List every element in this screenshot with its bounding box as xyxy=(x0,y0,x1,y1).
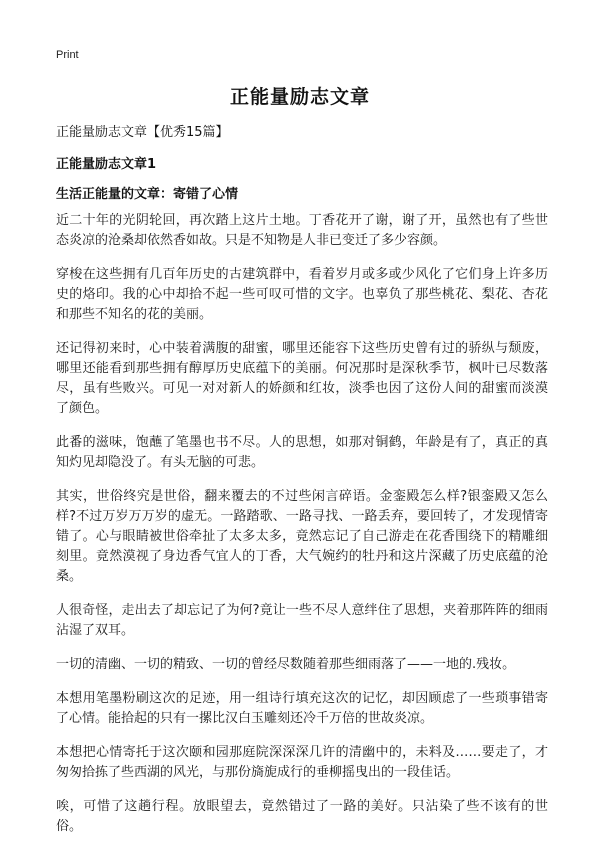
paragraph-9: 本想把心情寄托于这次颐和园那庭院深深深几许的清幽中的，未料及……要走了，才匆匆拾拣了些西湖的风光，与那份旖旎成行的垂柳摇曳出的一段佳话。 xyxy=(56,745,548,780)
article-subheading: 生活正能量的文章：寄错了心情 xyxy=(56,187,239,202)
paragraph-5: 其实，世俗终究是世俗，翻来覆去的不过些闲言碎语。金銮殿怎么样?银銮殿又怎么样?不过万岁万万岁的虚无。一路踏歌、一路寻找、一路丢弃，要回转了，才发现情寄错了。心与眼睛被世俗牵扯了太多太多，竟然忘记了自己游走在花香围绕下的精雕细刻里。竟然漠视了身边香气宜人的丁香，大气婉约的牡丹和这片深藏了历史底蕴的沧桑。 xyxy=(56,489,548,584)
paragraph-3: 还记得初来时，心中装着满腹的甜蜜，哪里还能容下这些历史曾有过的骄纵与颓废，哪里还能看到那些拥有醇厚历史底蕴下的美丽。何况那时是深秋季节，枫叶已尽数落尽，虽有些败兴。可见一对对新人的娇颜和红妆，淡季也因了这份人间的甜蜜而淡漠了颜色。 xyxy=(56,341,548,416)
paragraph-7: 一切的清幽、一切的精致、一切的曾经尽数随着那些细雨落了——一地的.残妆。 xyxy=(56,657,516,672)
article-heading: 正能量励志文章1 xyxy=(56,157,157,172)
paragraph-1: 近二十年的光阴轮回，再次踏上这片土地。丁香花开了谢，谢了开，虽然也有了些世态炎凉的沧桑却依然香如故。只是不知物是人非已变迁了多少容颜。 xyxy=(56,213,548,248)
paragraph-4: 此番的滋味，饱蘸了笔墨也书不尽。人的思想，如那对铜鹤，年龄是有了，真正的真知灼见却隐没了。有头无脑的可悲。 xyxy=(56,435,548,470)
document-subtitle: 正能量励志文章【优秀15篇】 xyxy=(56,125,229,140)
page-title: 正能量励志文章 xyxy=(229,86,370,108)
article-body xyxy=(56,211,548,851)
paragraph-10: 唉，可惜了这趟行程。放眼望去，竟然错过了一路的美好。只沾染了些不该有的世俗。 xyxy=(56,799,548,834)
paragraph-2: 穿梭在这些拥有几百年历史的古建筑群中，看着岁月或多或少风化了它们身上许多历史的烙印。我的心中却拾不起一些可叹可惜的文字。也辜负了那些桃花、梨花、杏花和那些不知名的花的美丽。 xyxy=(56,267,548,322)
paragraph-6: 人很奇怪，走出去了却忘记了为何?竟让一些不尽人意绊住了思想，夹着那阵阵的细雨沾湿了双耳。 xyxy=(56,603,548,638)
print-label: Print xyxy=(56,49,79,61)
paragraph-8: 本想用笔墨粉刷这次的足迹，用一组诗行填充这次的记忆，却因顾虑了一些琐事错寄了心情。能拾起的只有一摞比汉白玉雕刻还冷千万倍的世故炎凉。 xyxy=(56,691,548,726)
